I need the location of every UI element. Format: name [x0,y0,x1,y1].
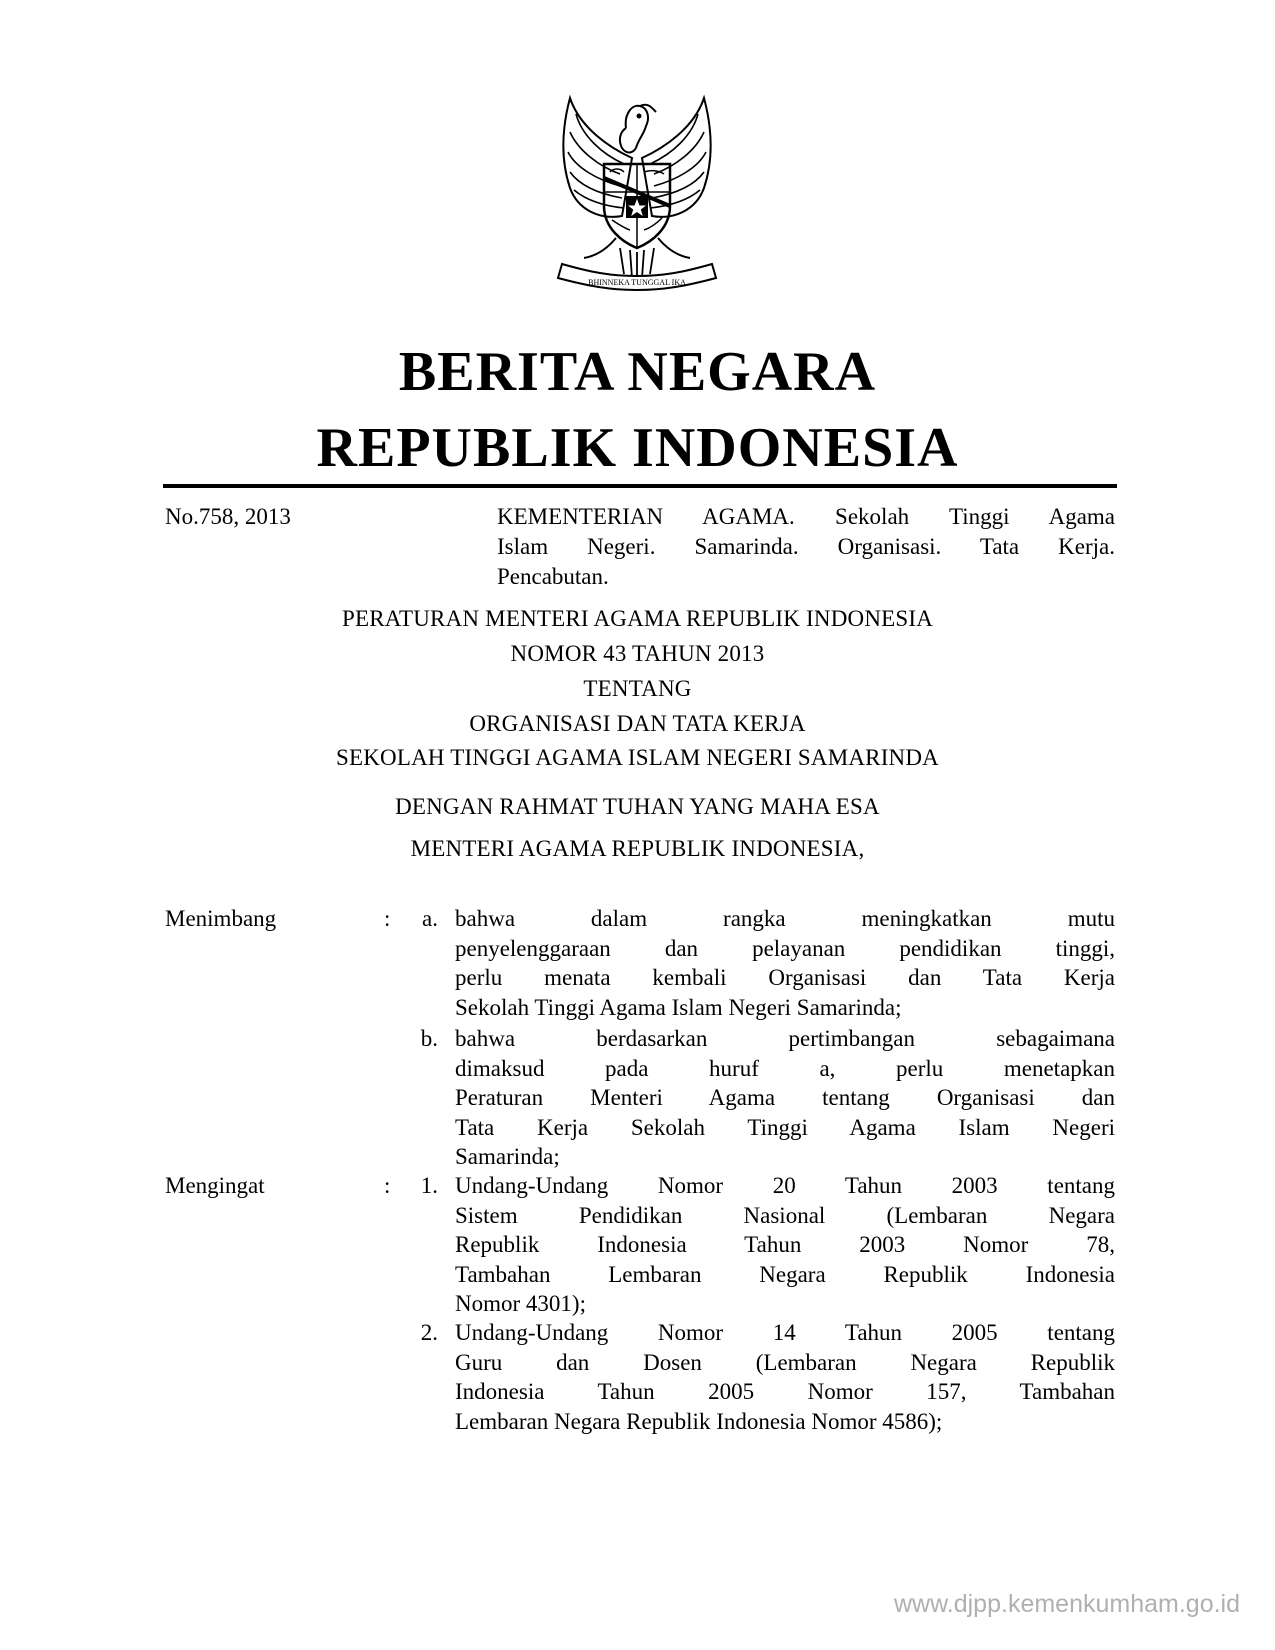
item-line: Indonesia Tahun 2005 Nomor 157, Tambahan [455,1379,1115,1404]
item-line: Republik Indonesia Tahun 2003 Nomor 78, [455,1232,1115,1257]
preamble-issuer: MENTERI AGAMA REPUBLIK INDONESIA, [410,836,865,861]
preamble-invocation: DENGAN RAHMAT TUHAN YANG MAHA ESA [395,794,880,819]
mengingat-item-2 [455,1318,1115,1436]
item-marker: b. [420,1026,438,1051]
header-divider [163,484,1117,488]
gazette-title: BERITA NEGARA [398,341,877,403]
item-line: Samarinda; [455,1144,560,1169]
item-line: Tambahan Lembaran Negara Republik Indonesia [455,1261,1115,1287]
item-line: Sistem Pendidikan Nasional (Lembaran Negara [455,1202,1115,1228]
svg-text:BHINNEKA TUNGGAL IKA: BHINNEKA TUNGGAL IKA [588,278,686,287]
item-marker: a. [422,906,438,931]
item-line: Tata Kerja Sekolah Tinggi Agama Islam Negeri [455,1114,1115,1140]
regulation-number: NOMOR 43 TAHUN 2013 [510,641,765,666]
subject-line: KEMENTERIAN AGAMA. Sekolah Tinggi Agama [497,504,1115,529]
item-line: penyelenggaraan dan pelayanan pendidikan tinggi, [455,935,1115,961]
item-line: perlu menata kembali Organisasi dan Tata Kerja [455,965,1115,990]
garuda-pancasila-emblem-icon [540,88,734,292]
gazette-subtitle: REPUBLIK INDONESIA [316,417,959,479]
document-number: No.758, 2013 [165,504,291,529]
document-subject [497,502,1115,592]
item-marker: 1. [420,1173,438,1198]
regulation-subject-line: ORGANISASI DAN TATA KERJA [469,711,806,736]
mengingat-item-1 [455,1171,1115,1319]
item-line: Peraturan Menteri Agama tentang Organisasi dan [455,1085,1115,1110]
regulation-title: PERATURAN MENTERI AGAMA REPUBLIK INDONESIA [341,606,934,631]
subject-line: Islam Negeri. Samarinda. Organisasi. Tata Kerja. [497,534,1115,559]
item-line: Sekolah Tinggi Agama Islam Negeri Samarinda; [455,994,902,1020]
item-line: bahwa berdasarkan pertimbangan sebagaimana [455,1026,1115,1051]
menimbang-item-b [455,1024,1115,1172]
item-line: bahwa dalam rangka meningkatkan mutu [455,906,1115,931]
section-colon: : [384,1173,391,1198]
item-line: Undang-Undang Nomor 20 Tahun 2003 tentang [455,1173,1115,1198]
section-label-menimbang: Menimbang [165,906,277,931]
item-line: Undang-Undang Nomor 14 Tahun 2005 tentang [455,1320,1115,1345]
footer-url: www.djpp.kemenkumham.go.id [894,1590,1240,1618]
section-label-mengingat: Mengingat [165,1173,265,1198]
regulation-tentang: TENTANG [583,676,692,701]
subject-line: Pencabutan. [497,564,609,589]
item-line: Lembaran Negara Republik Indonesia Nomor 4586); [455,1408,943,1434]
item-marker: 2. [420,1320,438,1345]
item-line: dimaksud pada huruf a, perlu menetapkan [455,1055,1115,1081]
item-line: Guru dan Dosen (Lembaran Negara Republik [455,1349,1115,1375]
section-colon: : [384,906,391,931]
regulation-subject-line: SEKOLAH TINGGI AGAMA ISLAM NEGERI SAMARINDA [336,745,939,770]
item-line: Nomor 4301); [455,1291,586,1316]
menimbang-item-a [455,904,1115,1022]
